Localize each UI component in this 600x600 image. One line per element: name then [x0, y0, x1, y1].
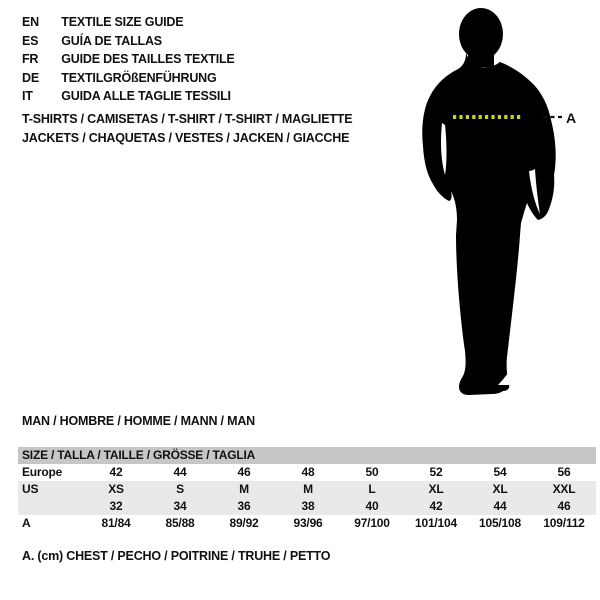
silhouette-neck [468, 43, 494, 67]
size-cell: 85/88 [165, 516, 195, 530]
category-jackets: JACKETS / CHAQUETAS / VESTES / JACKEN / GIACCHE [22, 131, 350, 145]
row-label: A [22, 516, 31, 530]
language-code: ES [22, 33, 39, 48]
size-table-header: SIZE / TALLA / TAILLE / GRÖSSE / TAGLIA [18, 447, 596, 464]
section-title-man: MAN / HOMBRE / HOMME / MANN / MAN [22, 414, 255, 428]
size-cell: 105/108 [479, 516, 521, 530]
language-row [22, 32, 235, 51]
size-cell: 48 [301, 465, 315, 479]
language-list [22, 13, 235, 106]
size-cell: 44 [493, 499, 507, 513]
language-row [22, 13, 235, 32]
man-silhouette-figure [415, 5, 600, 405]
size-cell: M [239, 482, 249, 496]
table-row-numeric [18, 498, 596, 515]
language-label: GUIDE DES TAILLES TEXTILE [61, 52, 235, 66]
silhouette-body [422, 53, 555, 395]
man-silhouette-svg [415, 5, 600, 405]
language-code: FR [22, 52, 39, 66]
size-cell: 40 [365, 499, 379, 513]
size-cell: 56 [557, 465, 571, 479]
size-cell: 36 [237, 499, 251, 513]
size-cell: 97/100 [354, 516, 390, 530]
size-cell: 89/92 [229, 516, 259, 530]
size-cell: 52 [429, 465, 443, 479]
language-label: GUÍA DE TALLAS [61, 33, 162, 48]
size-cell: 50 [365, 465, 379, 479]
language-row [22, 87, 235, 106]
size-cell: L [368, 482, 376, 496]
size-cell: 101/104 [415, 516, 457, 530]
row-label [18, 498, 84, 515]
size-cell: 38 [301, 499, 315, 513]
size-cell: S [176, 482, 184, 496]
size-cell: XL [428, 482, 444, 496]
table-row-chest-a [18, 515, 596, 532]
size-cell: 42 [109, 465, 123, 479]
language-label: TEXTILGRÖßENFÜHRUNG [61, 70, 217, 85]
size-cell: 109/112 [543, 516, 585, 530]
language-label: GUIDA ALLE TAGLIE TESSILI [61, 89, 231, 103]
size-cell: 44 [173, 465, 187, 479]
row-label: US [22, 482, 39, 496]
language-code: DE [22, 70, 39, 85]
size-cell: 46 [557, 499, 571, 513]
size-cell: 54 [493, 465, 507, 479]
size-cell: XS [108, 482, 124, 496]
table-row-us [18, 481, 596, 498]
row-label: Europe [22, 465, 63, 479]
category-list [22, 110, 352, 148]
language-row [22, 50, 235, 69]
language-code: EN [22, 15, 39, 29]
size-cell: M [303, 482, 313, 496]
table-row-europe [18, 464, 596, 481]
size-table [18, 447, 596, 532]
size-cell: XXL [552, 482, 576, 496]
size-cell: 32 [109, 499, 123, 513]
footnote-chest: A. (cm) CHEST / PECHO / POITRINE / TRUHE / PETTO [22, 549, 331, 563]
measure-label-a: A [566, 110, 576, 126]
size-cell: 42 [429, 499, 443, 513]
language-label: TEXTILE SIZE GUIDE [61, 15, 184, 29]
size-cell: 46 [237, 465, 251, 479]
language-code: IT [22, 89, 33, 103]
size-cell: XL [492, 482, 508, 496]
size-cell: 93/96 [293, 516, 323, 530]
language-row [22, 69, 235, 88]
size-cell: 81/84 [101, 516, 131, 530]
category-tshirts: T-SHIRTS / CAMISETAS / T-SHIRT / T-SHIRT / MAGLIETTE [22, 112, 353, 126]
size-cell: 34 [173, 499, 187, 513]
